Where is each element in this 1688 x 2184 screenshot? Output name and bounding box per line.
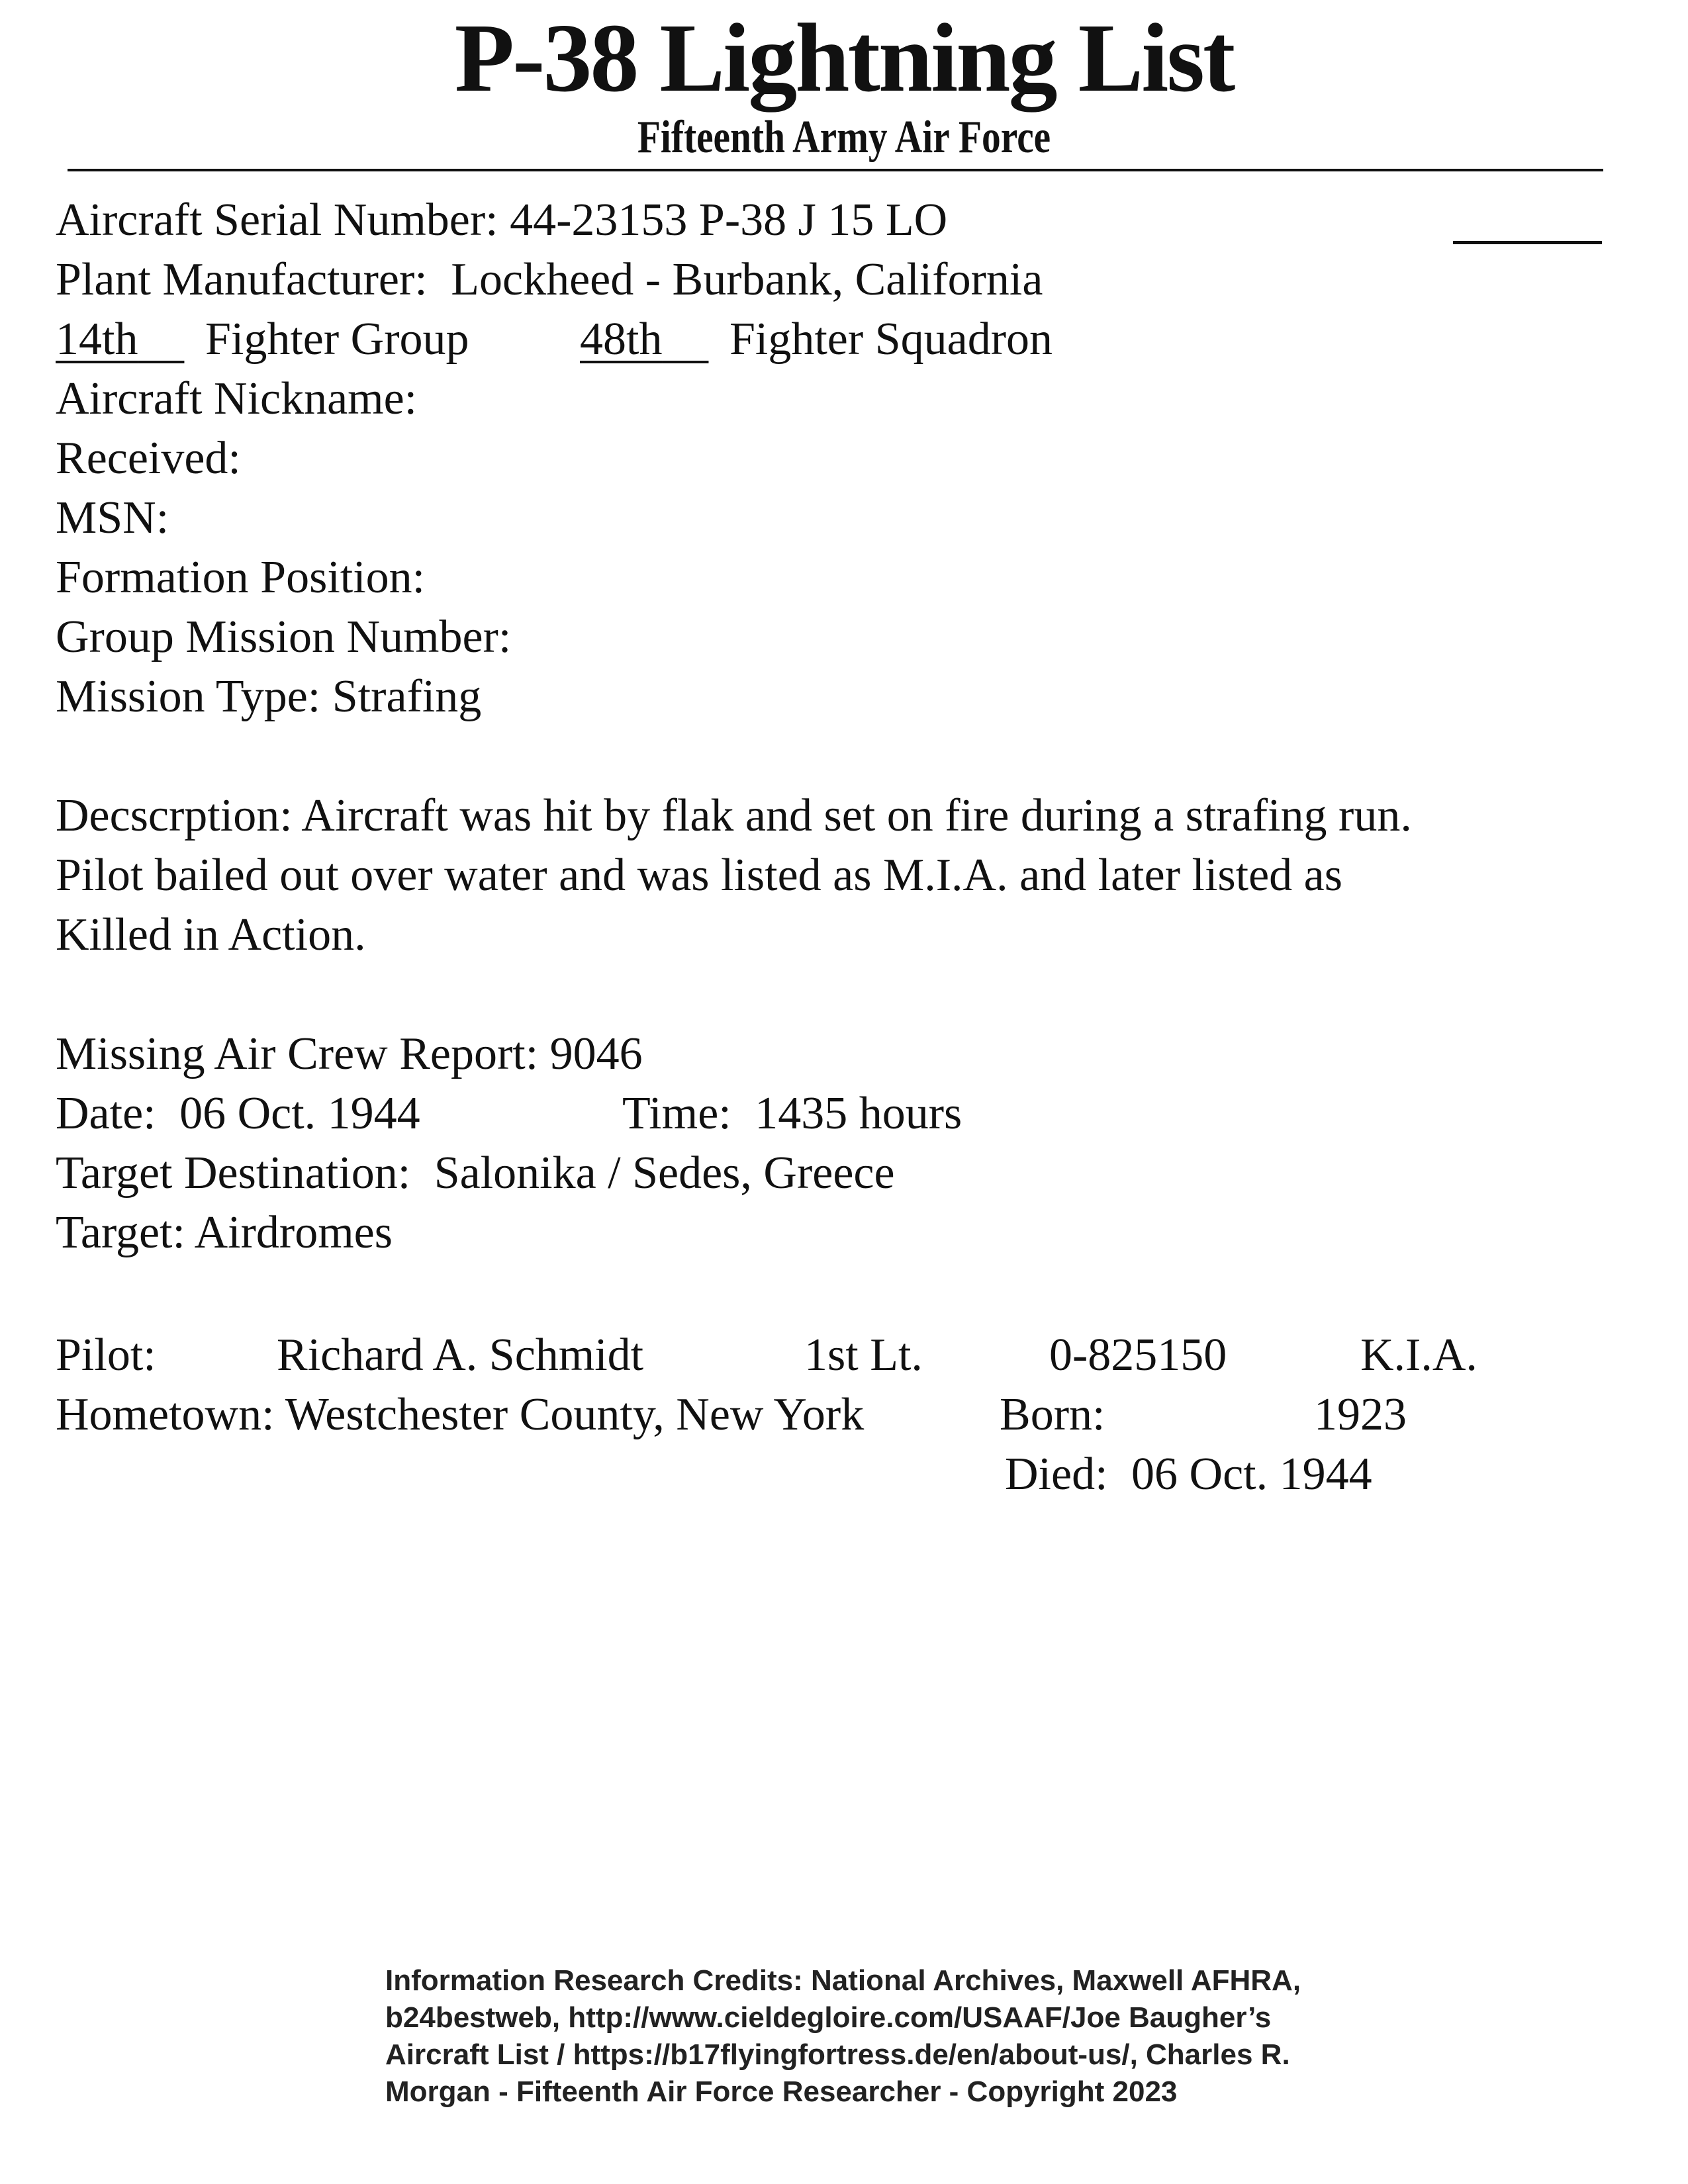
pilot-status: K.I.A.	[1360, 1330, 1477, 1381]
died-label: Died:	[1005, 1449, 1108, 1500]
pilot-rank: 1st Lt.	[804, 1330, 923, 1381]
description-line-3: Killed in Action.	[56, 909, 366, 960]
pilot-label: Pilot:	[56, 1330, 156, 1381]
fighter-squadron-value: 48th	[580, 314, 663, 365]
credits-line-3: Aircraft List / https://b17flyingfortress.de/en/about-us/, Charles R.	[385, 2038, 1290, 2071]
target-destination-value: Salonika / Sedes, Greece	[434, 1148, 895, 1199]
pilot-name: Richard A. Schmidt	[277, 1330, 644, 1381]
msn-label: MSN:	[56, 492, 169, 543]
description-line-1	[56, 788, 1412, 844]
formation-position-label: Formation Position:	[56, 552, 426, 603]
date-label: Date:	[56, 1088, 156, 1139]
page-title: P-38 Lightning List	[454, 4, 1234, 113]
group-squadron-row	[56, 311, 1053, 368]
macr-row	[56, 1026, 643, 1083]
aircraft-nickname-label: Aircraft Nickname:	[56, 373, 418, 424]
date-field	[56, 1085, 420, 1142]
time-value: 1435 hours	[755, 1088, 962, 1139]
fighter-squadron-label: Fighter Squadron	[729, 314, 1053, 365]
credits-line-1: Information Research Credits: National Archives, Maxwell AFHRA,	[385, 1964, 1301, 1997]
group-mission-number-label: Group Mission Number:	[56, 612, 512, 662]
received-label: Received:	[56, 433, 241, 484]
description-line-2: Pilot bailed out over water and was listed as M.I.A. and later listed as	[56, 850, 1342, 901]
date-value: 06 Oct. 1944	[179, 1088, 420, 1139]
target-label: Target:	[56, 1207, 185, 1258]
mission-type-label: Mission Type:	[56, 671, 321, 722]
credits-line-2: b24bestweb, http://www.cieldegloire.com/USAAF/Joe Baugher’s	[385, 2001, 1272, 2034]
target-value: Airdromes	[194, 1207, 393, 1258]
macr-label: Missing Air Crew Report:	[56, 1028, 539, 1079]
time-label: Time:	[622, 1088, 731, 1139]
mission-type-row	[56, 668, 481, 725]
plant-manufacturer-row	[56, 251, 1043, 308]
pilot-serial: 0-825150	[1049, 1330, 1227, 1381]
research-credits	[385, 1962, 1378, 2111]
died-field	[1005, 1446, 1372, 1503]
target-destination-row	[56, 1145, 895, 1202]
serial-number-value: 44-23153 P-38 J 15 LO	[510, 195, 948, 246]
credits-line-4: Morgan - Fifteenth Air Force Researcher - Copyright 2023	[385, 2075, 1178, 2108]
fighter-group-label: Fighter Group	[205, 314, 469, 365]
target-destination-label: Target Destination:	[56, 1148, 411, 1199]
serial-number-label: Aircraft Serial Number:	[56, 195, 498, 246]
hometown-field	[56, 1387, 864, 1443]
time-field	[622, 1085, 962, 1142]
page-subtitle: Fifteenth Army Air Force	[637, 112, 1051, 163]
plant-manufacturer-label: Plant Manufacturer:	[56, 254, 428, 305]
serial-number-row	[56, 192, 947, 249]
died-value: 06 Oct. 1944	[1131, 1449, 1372, 1500]
header-divider	[68, 169, 1603, 171]
hometown-label: Hometown:	[56, 1389, 275, 1440]
target-row	[56, 1205, 393, 1261]
hometown-value: Westchester County, New York	[285, 1389, 865, 1440]
description-text-1: Aircraft was hit by flak and set on fire during a strafing run.	[301, 790, 1412, 841]
born-label: Born:	[1000, 1389, 1105, 1440]
macr-value: 9046	[549, 1028, 643, 1079]
born-value: 1923	[1314, 1389, 1407, 1440]
plant-manufacturer-value: Lockheed - Burbank, California	[451, 254, 1043, 305]
blank-entry-line	[1453, 241, 1602, 244]
mission-type-value: Strafing	[332, 671, 482, 722]
fighter-group-value: 14th	[56, 314, 138, 365]
description-label: Decscrption:	[56, 790, 293, 841]
